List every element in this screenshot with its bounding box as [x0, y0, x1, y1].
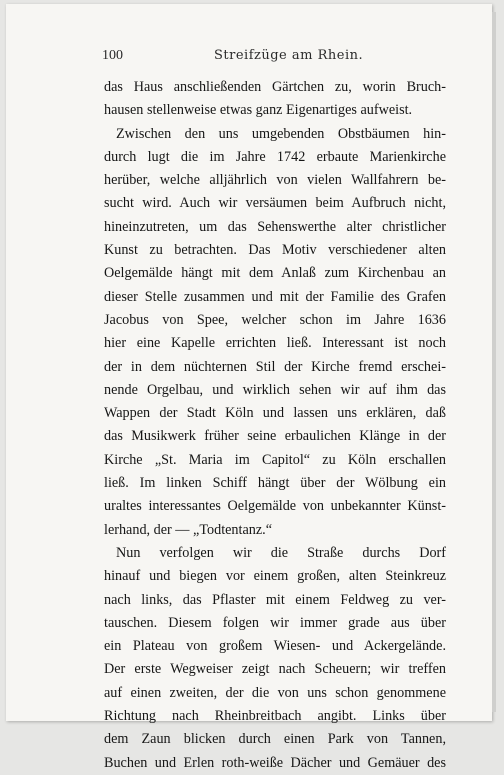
- book-page: [6, 4, 492, 771]
- text-line: dieser Stelle zusammen und mit der Familie des Grafen: [104, 288, 446, 305]
- text-line: herüber, welche alljährlich von vielen Wallfahrern be-: [104, 172, 446, 189]
- page-number: 100: [102, 48, 123, 63]
- text-line: tauschen. Diesem folgen wir immer grade aus über: [104, 614, 446, 631]
- text-line: nende Orgelbau, und wirklich sehen wir auf ihm das: [104, 381, 446, 398]
- text-line: Richtung nach Rheinbreitbach angibt. Links über: [104, 708, 446, 725]
- text-line: sucht wird. Auch wir versäumen beim Aufbruch nicht,: [104, 195, 446, 212]
- text-line: der in dem nüchternen Stil der Kirche fremd erschei-: [104, 358, 446, 375]
- text-line: lerhand, der — „Todtentanz.“: [104, 521, 272, 538]
- text-line: Wappen der Stadt Köln und lassen uns erklären, daß: [104, 405, 446, 422]
- text-line: hinauf und biegen vor einem großen, alten Steinkreuz: [104, 568, 446, 585]
- text-line: Oelgemälde hängt mit dem Anlaß zum Kirchenbau an: [104, 265, 446, 282]
- text-line: hausen stellenweise etwas ganz Eigenartiges aufweist.: [104, 102, 413, 119]
- text-line: auf einen zweiten, der die von uns schon genommene: [104, 684, 446, 701]
- text-line: ein Plateau von großem Wiesen- und Ackergelände.: [104, 638, 446, 655]
- text-line: Zwischen den uns umgebenden Obstbäumen hin-: [116, 125, 446, 142]
- body-text: [104, 76, 446, 775]
- text-line: durch lugt die im Jahre 1742 erbaute Marienkirche: [104, 148, 446, 165]
- text-line: Kirche „St. Maria im Capitol“ zu Köln erschallen: [104, 451, 446, 468]
- page-header: [102, 48, 446, 66]
- text-line: ließ. Im linken Schiff hängt über der Wölbung ein: [104, 475, 446, 492]
- text-line: Jacobus von Spee, welcher schon im Jahre 1636: [104, 311, 446, 328]
- text-line: hier eine Kapelle errichten ließ. Interessant ist noch: [104, 335, 446, 352]
- text-line: das Haus anschließenden Gärtchen zu, worin Bruch-: [104, 79, 446, 95]
- text-line: nach links, das Pflaster mit einem Feldweg zu ver-: [104, 591, 446, 608]
- text-line: hineinzutreten, um das Sehenswerthe alter christlicher: [104, 218, 446, 235]
- running-title: Streifzüge am Rhein.: [214, 48, 364, 63]
- text-line: dem Zaun blicken durch einen Park von Tannen,: [104, 731, 446, 748]
- text-line: Der erste Wegweiser zeigt nach Scheuern; wir treffen: [104, 661, 446, 678]
- text-line: Kunst zu betrachten. Das Motiv verschiedener alten: [104, 242, 446, 259]
- text-line: das Musikwerk früher seine erbaulichen Klänge in der: [104, 428, 446, 445]
- text-line: Nun verfolgen wir die Straße durchs Dorf: [116, 544, 446, 561]
- text-line: Buchen und Erlen roth-weiße Dächer und Gemäuer des: [104, 754, 446, 771]
- text-line: uraltes interessantes Oelgemälde von unbekannter Künst-: [104, 498, 446, 515]
